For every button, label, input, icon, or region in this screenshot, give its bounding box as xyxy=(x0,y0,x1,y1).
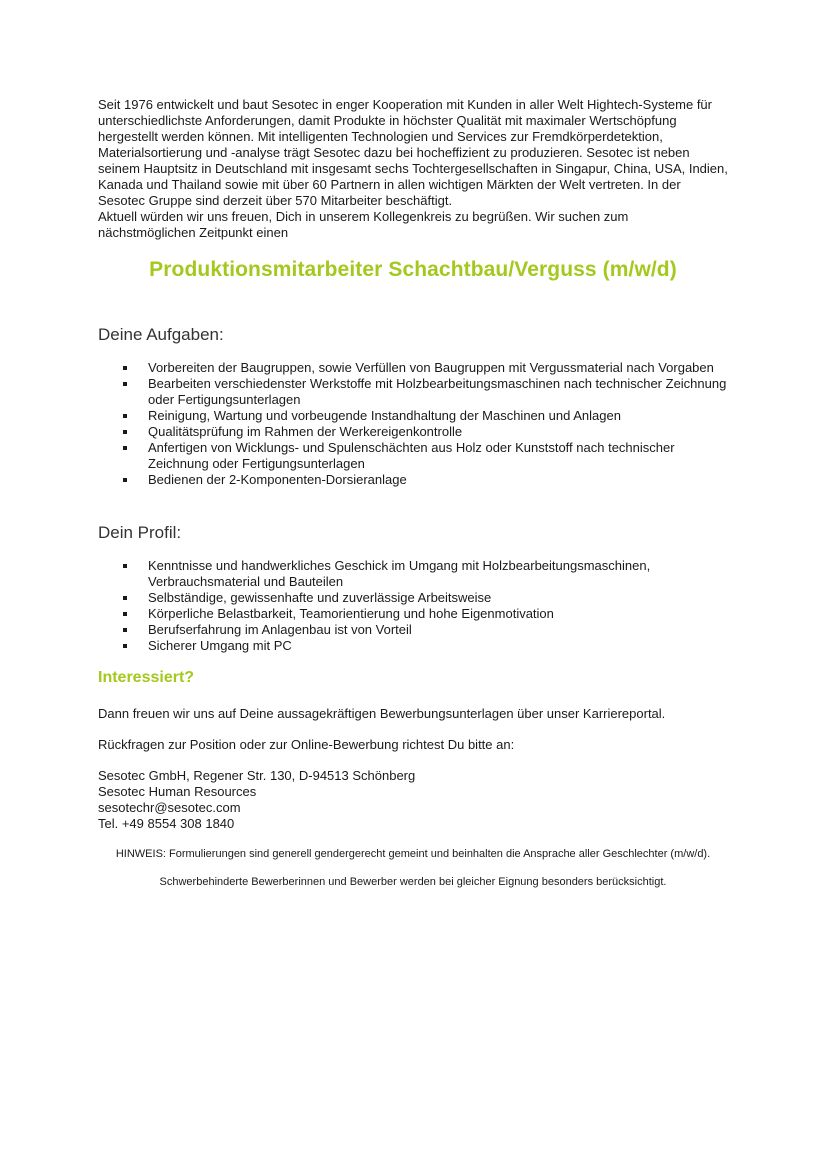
list-item: Selbständige, gewissenhafte und zuverlässige Arbeitsweise xyxy=(98,590,728,606)
bullet-icon xyxy=(123,628,127,632)
list-item: Körperliche Belastbarkeit, Teamorientierung und hohe Eigenmotivation xyxy=(98,606,728,622)
list-item: Sicherer Umgang mit PC xyxy=(98,638,728,654)
bullet-icon xyxy=(123,478,127,482)
contact-phone: Tel. +49 8554 308 1840 xyxy=(98,816,235,831)
company-address: Sesotec GmbH, Regener Str. 130, D-94513 Schönberg xyxy=(98,768,416,783)
list-item: Bearbeiten verschiedenster Werkstoffe mit Holzbearbeitungsmaschinen nach technischer Zeichnung oder Fertigungsunterlagen xyxy=(98,376,728,408)
list-item: Berufserfahrung im Anlagenbau ist von Vorteil xyxy=(98,622,728,638)
profile-heading: Dein Profil: xyxy=(98,523,182,542)
application-text: Dann freuen wir uns auf Deine aussagekräftigen Bewerbungsunterlagen über unser Karriereportal. xyxy=(98,706,666,721)
disability-note: Schwerbehinderte Bewerberinnen und Bewerber werden bei gleicher Eignung besonders berücksichtigt. xyxy=(159,876,667,888)
bullet-icon xyxy=(123,612,127,616)
tasks-list xyxy=(98,360,728,488)
bullet-icon xyxy=(123,430,127,434)
list-item: Bedienen der 2-Komponenten-Dorsieranlage xyxy=(98,472,728,488)
bullet-icon xyxy=(123,366,127,370)
list-item: Reinigung, Wartung und vorbeugende Instandhaltung der Maschinen und Anlagen xyxy=(98,408,728,424)
tasks-heading: Deine Aufgaben: xyxy=(98,325,224,344)
legal-notes xyxy=(98,847,728,889)
profile-list xyxy=(98,558,728,654)
interested-heading: Interessiert? xyxy=(98,669,195,686)
questions-text: Rückfragen zur Position oder zur Online-Bewerbung richtest Du bitte an: xyxy=(98,737,515,752)
bullet-icon xyxy=(123,446,127,450)
bullet-icon xyxy=(123,414,127,418)
bullet-icon xyxy=(123,382,127,386)
company-intro xyxy=(98,97,728,241)
job-title: Produktionsmitarbeiter Schachtbau/Verguss (m/w/d) xyxy=(149,258,677,281)
list-item: Vorbereiten der Baugruppen, sowie Verfüllen von Baugruppen mit Vergussmaterial nach Vorgaben xyxy=(98,360,728,376)
intro-paragraph: Seit 1976 entwickelt und baut Sesotec in enger Kooperation mit Kunden in aller Welt Hightech-Systeme für unterschiedlichste Anforderungen, damit Produkte in höchster Qualität mit maximaler Wertschöpfung hergestellt werden können. Mit intelligenten Technologien und Services zur Fremdkörperdetektion, Materialsortierung und -analyse trägt Sesotec dazu bei hocheffizient zu produzieren. Sesotec ist neben seinem Hauptsitz in Deutschland mit insgesamt sechs Tochtergesellschaften in Singapur, China, USA, Indien, Kanada und Thailand sowie mit über 60 Partnern in allen wichtigen Märkten der Welt vertreten. In der Sesotec Gruppe sind derzeit über 570 Mitarbeiter beschäftigt. xyxy=(98,97,728,208)
list-item: Anfertigen von Wicklungs- und Spulenschächten aus Holz oder Kunststoff nach technischer Zeichnung oder Fertigungsunterlagen xyxy=(98,440,728,472)
department-name: Sesotec Human Resources xyxy=(98,784,257,799)
contact-address xyxy=(98,768,728,832)
bullet-icon xyxy=(123,564,127,568)
contact-email: sesotechr@sesotec.com xyxy=(98,800,241,815)
bullet-icon xyxy=(123,596,127,600)
gender-note: HINWEIS: Formulierungen sind generell gendergerecht gemeint und beinhalten die Ansprache aller Geschlechter (m/w/d). xyxy=(115,848,711,860)
bullet-icon xyxy=(123,644,127,648)
intro-invitation: Aktuell würden wir uns freuen, Dich in unserem Kollegenkreis zu begrüßen. Wir suchen zum nächstmöglichen Zeitpunkt einen xyxy=(98,209,629,240)
document-page xyxy=(98,97,728,889)
list-item: Kenntnisse und handwerkliches Geschick im Umgang mit Holzbearbeitungsmaschinen, Verbrauchsmaterial und Bauteilen xyxy=(98,558,728,590)
list-item: Qualitätsprüfung im Rahmen der Werkereigenkontrolle xyxy=(98,424,728,440)
